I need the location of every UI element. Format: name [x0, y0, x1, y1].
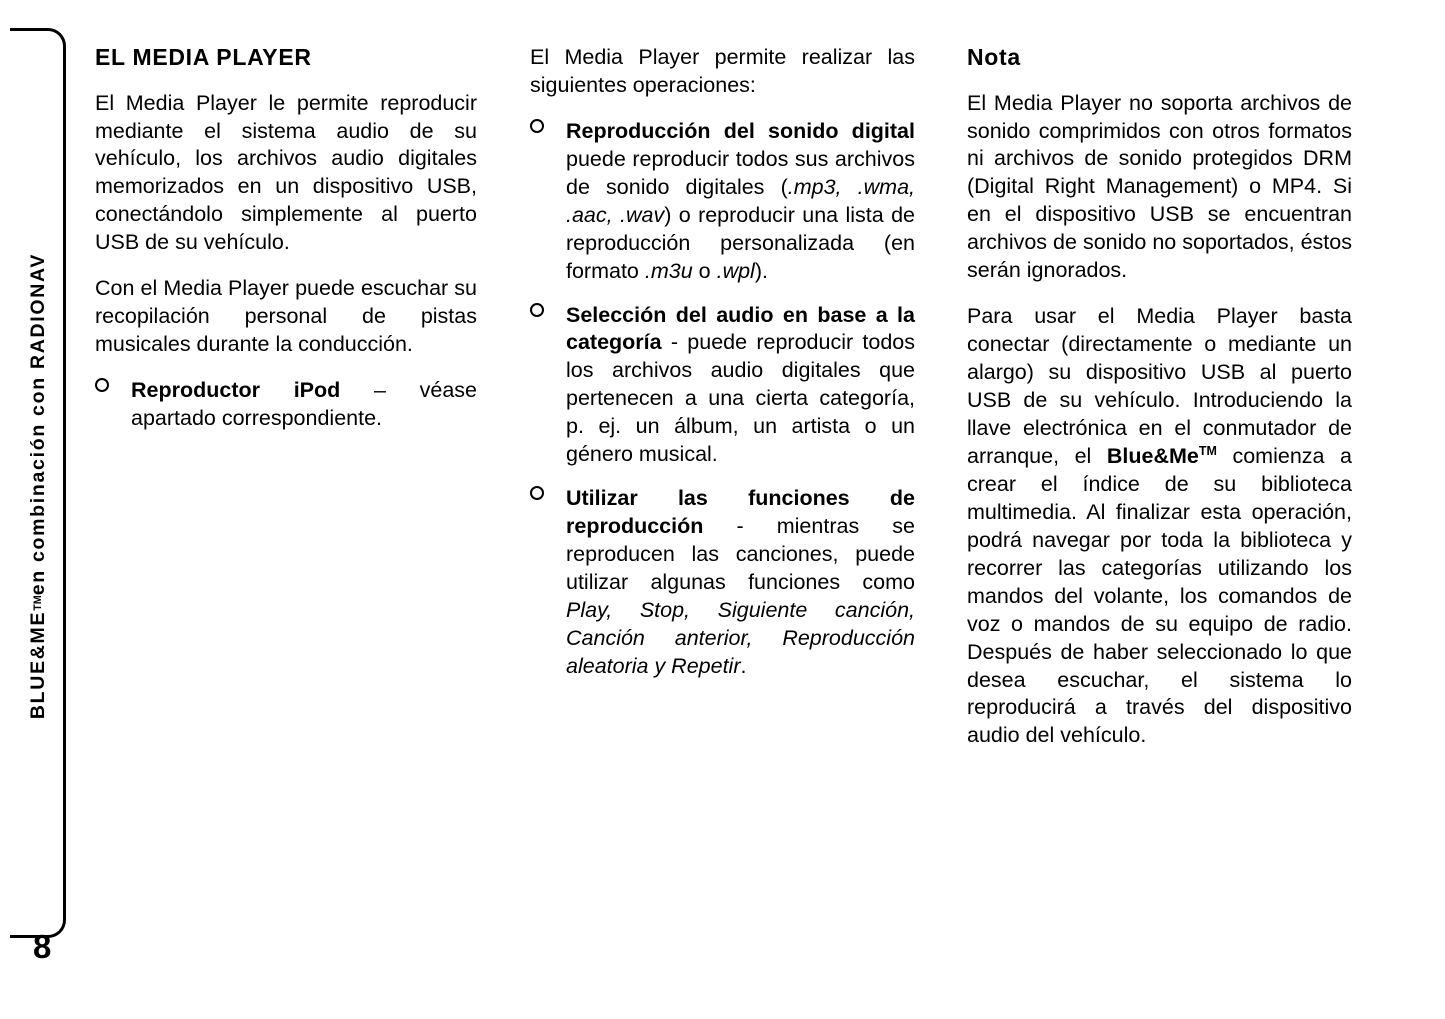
paragraph-nota-2	[967, 303, 1352, 750]
list-item-title: Reproducción del sonido digital	[566, 118, 915, 143]
list-item-text-a: puede reproducir todos sus archivos de sonido digitales (	[566, 146, 915, 199]
chapter-side-tab	[10, 28, 66, 938]
list-item-functions: Play, Stop, Siguiente canción, Canción anterior, Reproducción aleatoria y Repetir	[566, 597, 915, 678]
paragraph-intro-1: El Media Player le permite reproducir mediante el sistema audio de su vehículo, los archivos audio digitales memorizados en un dispositivo USB, conectándolo simplemente al puerto USB de su vehículo.	[95, 90, 477, 255]
list-item-title: Utilizar las funciones de reproducción	[566, 486, 915, 539]
bullet-circle-icon	[95, 378, 109, 392]
brand-blue-and-me: Blue&Me	[1106, 444, 1199, 468]
paragraph-nota-1: El Media Player no soporta archivos de sonido comprimidos con otros formatos ni archivos de sonido protegidos DRM (Digital Right Management) o MP4. Si en el dispositivo USB se encuentran archivos de sonido no soportados, éstos serán ignorados.	[967, 90, 1352, 283]
bullet-circle-icon	[530, 486, 544, 500]
list-item	[95, 377, 477, 433]
list-item	[530, 302, 915, 470]
bullet-list-column-1	[95, 377, 477, 433]
list-item-formats-3: .wpl	[716, 258, 755, 283]
list-item-text: - puede reproducir todos los archivos audio digitales que pertenecen a una cierta categoría, p. ej. un álbum, un artista o un género musical.	[566, 330, 915, 467]
chapter-side-tab-label	[10, 31, 66, 941]
list-item-formats-1: .mp3, .wma, .aac, .wav	[566, 174, 916, 227]
text-column-1	[95, 44, 477, 449]
list-item-text-b: .	[740, 653, 747, 678]
brand-trademark: TM	[1198, 443, 1217, 458]
list-item-title: Reproductor iPod	[131, 378, 341, 403]
side-tab-rest: en combinación con RADIONAV	[26, 252, 49, 596]
list-item-text: – véase apartado correspondiente.	[131, 378, 477, 430]
text-column-3	[967, 44, 1352, 750]
paragraph-operations-intro: El Media Player permite realizar las siguientes operaciones:	[530, 45, 915, 97]
list-item-text-b: ) o reproducir una lista de reproducción personalizada (en formato	[566, 202, 916, 283]
bullet-list-operations	[530, 118, 915, 681]
section-heading-media-player: EL MEDIA PLAYER	[95, 44, 312, 70]
list-item-formats-2: .m3u	[644, 258, 693, 283]
list-item	[530, 118, 915, 286]
bullet-circle-icon	[530, 119, 544, 133]
page-number: 8	[33, 928, 52, 965]
bullet-circle-icon	[530, 303, 544, 317]
list-item-title: Selección del audio en base a la categoría	[566, 302, 915, 355]
side-tab-trademark: TM	[32, 595, 44, 611]
text-column-2	[530, 44, 915, 697]
paragraph-intro-2: Con el Media Player puede escuchar su recopilación personal de pistas musicales durante la conducción.	[95, 276, 477, 357]
side-tab-brand: BLUE&ME	[26, 610, 49, 720]
paragraph-nota-2-text-a: Para usar el Media Player basta conectar (directamente o mediante un alargo) su dispositivo USB al puerto USB de su vehículo. Introduciendo la llave electrónica en el conmutador de arranque, el	[967, 304, 1352, 468]
paragraph-nota-2-text-b: comienza a crear el índice de su biblioteca multimedia. Al finalizar esta operación, podrá navegar por toda la biblioteca y recorrer las categorías utilizando los mandos del volante, los comandos de voz o mandos de su equipo de radio. Después de haber seleccionado lo que desea escuchar, el sistema lo reproducirá a través del dispositivo audio del vehículo.	[967, 444, 1353, 748]
list-item-text-c: o	[692, 258, 717, 283]
section-heading-nota: Nota	[967, 44, 1021, 70]
list-item-text-a: - mientras se reproducen las canciones, puede utilizar algunas funciones como	[566, 514, 915, 594]
list-item-text-d: ).	[754, 258, 768, 283]
list-item	[530, 485, 915, 681]
